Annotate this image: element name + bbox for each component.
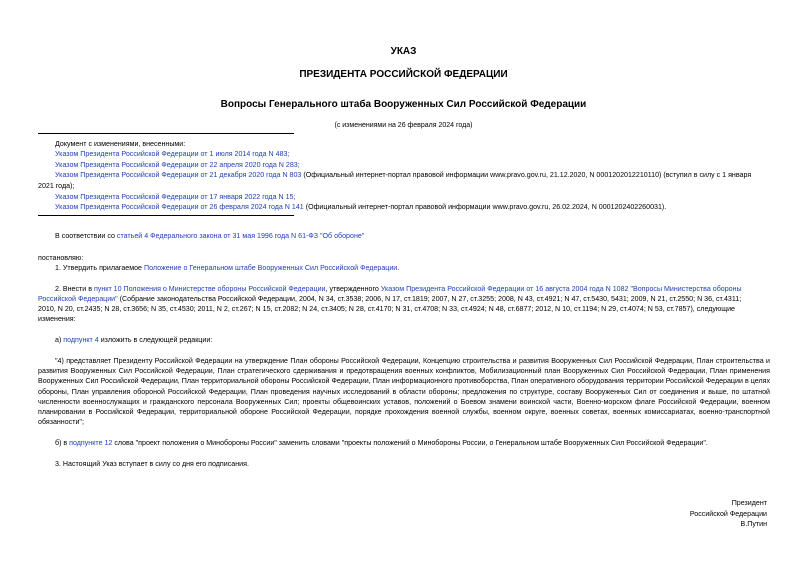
change-link[interactable]: Указом Президента Российской Федерации от 1 июля 2014 года N 483; — [55, 150, 290, 158]
change-note: (Официальный интернет-портал правовой информации www.pravo.gov.ru, 21.12.2020, N 0001202012210110) (вступил в силу с 1 января — [301, 171, 752, 179]
change-item — [55, 192, 295, 202]
decree-word: постановляю: — [38, 254, 84, 262]
law-link[interactable]: статьей 4 Федерального закона от 31 мая 1996 года N 61-ФЗ "Об обороне" — [116, 232, 365, 240]
signature-title: Президент — [731, 499, 767, 507]
signature-name: В.Путин — [740, 520, 767, 528]
change-link[interactable]: Указом Президента Российской Федерации от 21 декабря 2020 года N 803 — [55, 171, 302, 179]
change-link[interactable]: Указом Президента Российской Федерации от 26 февраля 2024 года N 141 — [55, 203, 304, 211]
change-item — [55, 160, 300, 170]
doc-issuer: ПРЕЗИДЕНТА РОССИЙСКОЙ ФЕДЕРАЦИИ — [299, 69, 508, 80]
change-note-cont: 2021 года); — [38, 182, 75, 190]
paragraph-2-line1: 2. Внести в пункт 10 Положения о Министерстве обороны Российской Федерации, утвержденного Указом Президента Российской Федерации от 16 августа 2004 года N 1082 "Вопросы Министерства обороны — [55, 285, 742, 293]
paragraph-3: 3. Настоящий Указ вступает в силу со дня его подписания. — [55, 460, 249, 468]
paragraph-2-line2: Российской Федерации" (Собрание законодательства Российской Федерации, 2004, N 34, ст.3538; 2006, N 17, ст.1819; 2007, N 27, ст.3255; 2008, N 43, ст.4921; N 47, ст.5430, 5431; 2009, N 21, ст.2550; N 36, ст.4311; — [38, 295, 742, 303]
paragraph-2-line3: 2010, N 20, ст.2435; N 28, ст.3656; N 35, ст.4530; 2011, N 2, ст.267; N 15, ст.2082; N 24, ст.3405; N 28, ст.4170; N 31, ст.4708; N 33, ст.4924; N 48, ст.6877; 2012, N 10, ст.1194; N 29, ст.4074; N 53, ст.7857), следующие — [38, 305, 735, 313]
decree-link[interactable]: Указом Президента Российской Федерации от 16 августа 2004 года N 1082 "Вопросы Министерства обороны — [380, 285, 742, 293]
change-note: (Официальный интернет-портал правовой информации www.pravo.gov.ru, 26.02.2024, N 0001202402260031). — [303, 203, 667, 211]
subparagraph-b: б) в подпункте 12 слова "проект положения о Минобороны России" заменить словами "проекты положений о Минобороны России, о Генеральном штабе Вооруженных Сил Российской Федерации". — [55, 439, 708, 447]
decree-link-cont[interactable]: Российской Федерации" — [38, 295, 118, 303]
signature-country: Российской Федерации — [689, 510, 767, 518]
doc-subtitle: (с изменениями на 26 февраля 2024 года) — [334, 122, 473, 129]
change-item — [55, 202, 666, 212]
change-link[interactable]: Указом Президента Российской Федерации от 22 апреля 2020 года N 283; — [55, 161, 300, 169]
doc-type: УКАЗ — [390, 46, 417, 57]
preamble: В соответствии со статьей 4 Федерального закона от 31 мая 1996 года N 61-ФЗ "Об обороне" — [55, 232, 365, 240]
doc-title: Вопросы Генерального штаба Вооруженных Сил Российской Федерации — [220, 99, 587, 110]
subclause-4-link[interactable]: подпункт 4 — [63, 336, 99, 344]
changes-top-rule — [38, 133, 294, 134]
clause-link[interactable]: пункт 10 Положения о Министерстве обороны Российской Федерации — [93, 285, 326, 293]
paragraph-1: 1. Утвердить прилагаемое Положение о Генеральном штабе Вооруженных Сил Российской Федерации. — [55, 264, 400, 272]
subparagraph-a: а) подпункт 4 изложить в следующей редакции: — [55, 336, 213, 344]
quoted-text: "4) представляет Президенту Российской Федерации на утверждение План обороны Российской Федерации, Концепцию строительства и развития Вооруженных Сил Российской Федерации, План строительства и развития Вооруженных Сил Российской Федерации, План стратегического сдерживания и предотвращения военных конфликтов, Мобилизационный план Вооруженных Сил Российской Федерации, План применения Вооруженных Сил Российской Федерации, План территориальной обороны Российской Федерации, План информационного противоборства, План оперативного оборудования территории Российской Федерации в целях обороны, План управления обороной Российской Федерации, План проведения научных исследований в области обороны; предложения по структуре, составу Вооруженных Сил от соединения и выше, по штатной численности военнослужащих и гражданского персонала Вооруженных Сил; проекты общевоинских уставов, положений о Боевом знамени воинской части, Военно-морском флаге Российской Федерации, военном планировании в Российской Федерации, территориальной обороне Российской Федерации, порядке прохождения военной службы, военном округе, военных советах, военных комиссариатах, военно-транспортной обязанности"; — [38, 357, 770, 427]
subclause-12-link[interactable]: подпункте 12 — [69, 439, 113, 447]
paragraph-2-line4: изменения: — [38, 315, 76, 323]
changes-intro: Документ с изменениями, внесенными: — [55, 140, 186, 148]
change-item — [55, 149, 289, 159]
change-link[interactable]: Указом Президента Российской Федерации от 17 января 2022 года N 15; — [55, 193, 296, 201]
changes-bottom-rule — [38, 215, 294, 216]
regulation-link[interactable]: Положение о Генеральном штабе Вооруженных Сил Российской Федерации — [143, 264, 398, 272]
change-item — [55, 170, 751, 180]
